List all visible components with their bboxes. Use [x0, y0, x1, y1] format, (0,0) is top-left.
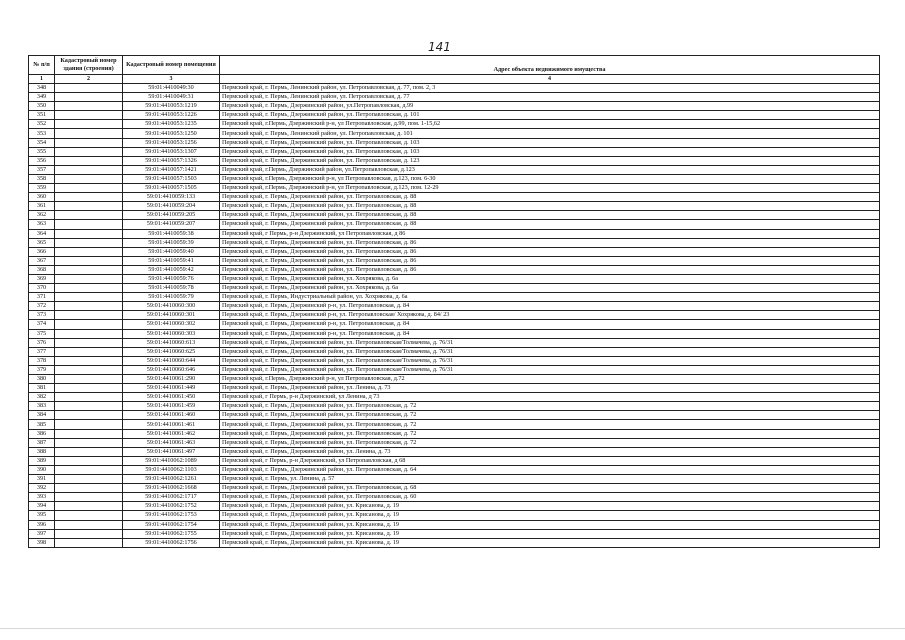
header-building-cadastral: Кадастровый номер здания (строения): [55, 56, 123, 75]
address-cell: Пермский край, г. Пермь, Дзержинский район, ул.Петропавловская, д.99: [220, 102, 880, 111]
table-row: [29, 475, 880, 484]
address-cell: Пермский край, г. Пермь, Дзержинский район, ул. Петропавловская, д. 72: [220, 402, 880, 411]
room-cadastral-cell: 59:01:4410059:40: [123, 247, 220, 256]
column-index: 4: [220, 75, 880, 84]
room-cadastral-cell: 59:01:4410059:41: [123, 256, 220, 265]
table-row: [29, 356, 880, 365]
room-cadastral-cell: 59:01:4410062:1717: [123, 493, 220, 502]
row-number: 354: [29, 138, 55, 147]
room-cadastral-cell: 59:01:4410049:30: [123, 84, 220, 93]
row-number: 391: [29, 475, 55, 484]
address-cell: Пермский край, г. Пермь, Дзержинский р-н, ул. Петропавловская, д. 84: [220, 302, 880, 311]
room-cadastral-cell: 59:01:4410062:1103: [123, 465, 220, 474]
row-number: 396: [29, 520, 55, 529]
room-cadastral-cell: 59:01:4410062:1755: [123, 529, 220, 538]
address-cell: Пермский край, г. Пермь, Ленинский район, ул. Петропавловская, д. 101: [220, 129, 880, 138]
address-cell: Пермский край, г. Пермь, Дзержинский район, ул. Петропавловская, д. 72: [220, 438, 880, 447]
table-row: [29, 247, 880, 256]
room-cadastral-cell: 59:01:4410062:1756: [123, 538, 220, 547]
building-cadastral-cell: [55, 447, 123, 456]
row-number: 366: [29, 247, 55, 256]
room-cadastral-cell: 59:01:4410059:78: [123, 284, 220, 293]
table-row: [29, 402, 880, 411]
building-cadastral-cell: [55, 329, 123, 338]
building-cadastral-cell: [55, 365, 123, 374]
table-row: [29, 184, 880, 193]
address-cell: Пермский край, г. Пермь, Дзержинский район, ул. Петропавловская/Толмачева, д. 76/31: [220, 347, 880, 356]
room-cadastral-cell: 59:01:4410062:1668: [123, 484, 220, 493]
room-cadastral-cell: 59:01:4410060:300: [123, 302, 220, 311]
table-row: [29, 156, 880, 165]
table-row: [29, 511, 880, 520]
table-row: [29, 329, 880, 338]
row-number: 363: [29, 220, 55, 229]
room-cadastral-cell: 59:01:4410059:133: [123, 193, 220, 202]
table-row: [29, 375, 880, 384]
table-row: [29, 538, 880, 547]
address-cell: Пермский край, г.Пермь, Дзержинский р-н, ул Петропавловская, д.123, пом. 12-29: [220, 184, 880, 193]
address-cell: Пермский край, г. Пермь, Дзержинский район, ул. Петропавловская, д. 86: [220, 238, 880, 247]
address-cell: Пермский край, г. Пермь, Дзержинский район, ул. Хохрякова, д. 6а: [220, 284, 880, 293]
room-cadastral-cell: 59:01:4410061:459: [123, 402, 220, 411]
building-cadastral-cell: [55, 265, 123, 274]
table-row: [29, 220, 880, 229]
column-index: 1: [29, 75, 55, 84]
table-row: [29, 384, 880, 393]
building-cadastral-cell: [55, 156, 123, 165]
address-cell: Пермский край, г. Пермь, Дзержинский район, ул. Крисанова, д. 19: [220, 511, 880, 520]
building-cadastral-cell: [55, 229, 123, 238]
table-row: [29, 138, 880, 147]
room-cadastral-cell: 59:01:4410062:1752: [123, 502, 220, 511]
row-number: 374: [29, 320, 55, 329]
address-cell: Пермский край, г. Пермь, Дзержинский район, ул. Хохрякова, д. 6а: [220, 274, 880, 283]
room-cadastral-cell: 59:01:4410059:38: [123, 229, 220, 238]
room-cadastral-cell: 59:01:4410053:1307: [123, 147, 220, 156]
room-cadastral-cell: 59:01:4410060:613: [123, 338, 220, 347]
building-cadastral-cell: [55, 511, 123, 520]
room-cadastral-cell: 59:01:4410060:301: [123, 311, 220, 320]
table-row: [29, 302, 880, 311]
address-cell: Пермский край, г Пермь, р-н Дзержинский, ул Петропавловская, д 68: [220, 456, 880, 465]
address-cell: Пермский край, г. Пермь, Дзержинский район, ул. Петропавловская, д. 101: [220, 111, 880, 120]
building-cadastral-cell: [55, 284, 123, 293]
room-cadastral-cell: 59:01:4410062:1753: [123, 511, 220, 520]
address-cell: Пермский край, г. Пермь, Дзержинский район, ул. Петропавловская, д. 86: [220, 256, 880, 265]
building-cadastral-cell: [55, 129, 123, 138]
building-cadastral-cell: [55, 520, 123, 529]
room-cadastral-cell: 59:01:4410060:302: [123, 320, 220, 329]
building-cadastral-cell: [55, 120, 123, 129]
table-row: [29, 111, 880, 120]
room-cadastral-cell: 59:01:4410053:1235: [123, 120, 220, 129]
row-number: 359: [29, 184, 55, 193]
row-number: 369: [29, 274, 55, 283]
room-cadastral-cell: 59:01:4410061:497: [123, 447, 220, 456]
table-row: [29, 456, 880, 465]
building-cadastral-cell: [55, 174, 123, 183]
building-cadastral-cell: [55, 184, 123, 193]
table-row: [29, 229, 880, 238]
table-row: [29, 438, 880, 447]
address-cell: Пермский край, г. Пермь, Дзержинский район, ул. Петропавловская, д. 72: [220, 411, 880, 420]
row-number: 375: [29, 329, 55, 338]
table-row: [29, 129, 880, 138]
building-cadastral-cell: [55, 256, 123, 265]
row-number: 386: [29, 429, 55, 438]
row-number: 349: [29, 93, 55, 102]
header-room-cadastral: Кадастровый номер помещения: [123, 56, 220, 75]
row-number: 390: [29, 465, 55, 474]
room-cadastral-cell: 59:01:4410057:1326: [123, 156, 220, 165]
address-cell: Пермский край, г. Пермь, Дзержинский район, ул. Крисанова, д. 19: [220, 520, 880, 529]
room-cadastral-cell: 59:01:4410062:1261: [123, 475, 220, 484]
row-number: 372: [29, 302, 55, 311]
table-row: [29, 193, 880, 202]
room-cadastral-cell: 59:01:4410059:79: [123, 293, 220, 302]
table-row: [29, 84, 880, 93]
row-number: 387: [29, 438, 55, 447]
building-cadastral-cell: [55, 320, 123, 329]
room-cadastral-cell: 59:01:4410059:39: [123, 238, 220, 247]
building-cadastral-cell: [55, 84, 123, 93]
address-cell: Пермский край, г. Пермь, Дзержинский район, ул. Ленина, д. 73: [220, 447, 880, 456]
building-cadastral-cell: [55, 529, 123, 538]
building-cadastral-cell: [55, 438, 123, 447]
table-row: [29, 93, 880, 102]
table-row: [29, 411, 880, 420]
row-number: 356: [29, 156, 55, 165]
building-cadastral-cell: [55, 375, 123, 384]
building-cadastral-cell: [55, 538, 123, 547]
address-cell: Пермский край, г. Пермь, Дзержинский район, ул. Петропавловская, д. 103: [220, 138, 880, 147]
building-cadastral-cell: [55, 211, 123, 220]
address-cell: Пермский край, г. Пермь, Дзержинский район, ул. Петропавловская, д. 86: [220, 247, 880, 256]
building-cadastral-cell: [55, 302, 123, 311]
room-cadastral-cell: 59:01:4410057:1505: [123, 184, 220, 193]
room-cadastral-cell: 59:01:4410060:303: [123, 329, 220, 338]
table-row: [29, 529, 880, 538]
building-cadastral-cell: [55, 293, 123, 302]
row-number: 373: [29, 311, 55, 320]
table-row: [29, 320, 880, 329]
row-number: 393: [29, 493, 55, 502]
building-cadastral-cell: [55, 347, 123, 356]
address-cell: Пермский край, г.Пермь, Дзержинский р-н, ул Петропавловская, д.99, пом. 1-15,62: [220, 120, 880, 129]
row-number: 394: [29, 502, 55, 511]
address-cell: Пермский край, г. Пермь, Дзержинский район, ул. Петропавловская, д. 72: [220, 429, 880, 438]
building-cadastral-cell: [55, 420, 123, 429]
table-row: [29, 120, 880, 129]
building-cadastral-cell: [55, 193, 123, 202]
building-cadastral-cell: [55, 311, 123, 320]
building-cadastral-cell: [55, 502, 123, 511]
row-number: 397: [29, 529, 55, 538]
room-cadastral-cell: 59:01:4410059:205: [123, 211, 220, 220]
room-cadastral-cell: 59:01:4410059:207: [123, 220, 220, 229]
table-row: [29, 429, 880, 438]
table-row: [29, 493, 880, 502]
row-number: 364: [29, 229, 55, 238]
table-row: [29, 256, 880, 265]
table-row: [29, 284, 880, 293]
address-cell: Пермский край, г. Пермь, Дзержинский район, ул. Петропавловская, д. 72: [220, 420, 880, 429]
row-number: 388: [29, 447, 55, 456]
row-number: 378: [29, 356, 55, 365]
column-index: 3: [123, 75, 220, 84]
address-cell: Пермский край, г. Пермь, Дзержинский район, ул. Петропавловская, д. 86: [220, 265, 880, 274]
row-number: 353: [29, 129, 55, 138]
table-row: [29, 202, 880, 211]
address-cell: Пермский край, г Пермь, р-н Дзержинский, ул Петропавловская, д 86: [220, 229, 880, 238]
row-number: 392: [29, 484, 55, 493]
building-cadastral-cell: [55, 356, 123, 365]
row-number: 365: [29, 238, 55, 247]
column-index-row: [29, 75, 880, 84]
address-cell: Пермский край, г. Пермь, Дзержинский район, ул. Петропавловская, д. 64: [220, 465, 880, 474]
table-row: [29, 238, 880, 247]
building-cadastral-cell: [55, 493, 123, 502]
building-cadastral-cell: [55, 238, 123, 247]
table-row: [29, 147, 880, 156]
table-row: [29, 520, 880, 529]
room-cadastral-cell: 59:01:4410061:461: [123, 420, 220, 429]
row-number: 371: [29, 293, 55, 302]
address-cell: Пермский край, г. Пермь, Дзержинский район, ул. Петропавловская, д. 60: [220, 493, 880, 502]
building-cadastral-cell: [55, 465, 123, 474]
address-cell: Пермский край, г. Пермь, Дзержинский район, ул. Петропавловская, д. 123: [220, 156, 880, 165]
address-cell: Пермский край, г. Пермь, Дзержинский район, ул. Петропавловская, д. 88: [220, 202, 880, 211]
table-row: [29, 174, 880, 183]
building-cadastral-cell: [55, 247, 123, 256]
address-cell: Пермский край, г. Пермь, Дзержинский район, ул. Петропавловская, д. 68: [220, 484, 880, 493]
room-cadastral-cell: 59:01:4410060:625: [123, 347, 220, 356]
building-cadastral-cell: [55, 411, 123, 420]
address-cell: Пермский край, г. Пермь, Дзержинский район, ул. Петропавловская, д. 88: [220, 220, 880, 229]
room-cadastral-cell: 59:01:4410059:204: [123, 202, 220, 211]
row-number: 381: [29, 384, 55, 393]
room-cadastral-cell: 59:01:4410053:1256: [123, 138, 220, 147]
table-row: [29, 274, 880, 283]
table-row: [29, 293, 880, 302]
room-cadastral-cell: 59:01:4410061:449: [123, 384, 220, 393]
building-cadastral-cell: [55, 102, 123, 111]
header-row: [29, 56, 880, 75]
room-cadastral-cell: 59:01:4410053:1226: [123, 111, 220, 120]
row-number: 352: [29, 120, 55, 129]
building-cadastral-cell: [55, 393, 123, 402]
address-cell: Пермский край, г. Пермь, Дзержинский р-н, ул. Петропавловская/ Хохрякова, д. 84/ 23: [220, 311, 880, 320]
row-number: 385: [29, 420, 55, 429]
row-number: 384: [29, 411, 55, 420]
room-cadastral-cell: 59:01:4410062:1754: [123, 520, 220, 529]
row-number: 370: [29, 284, 55, 293]
building-cadastral-cell: [55, 456, 123, 465]
address-cell: Пермский край, г. Пермь, Дзержинский р-н, ул. Петропавловская, д. 84: [220, 329, 880, 338]
row-number: 395: [29, 511, 55, 520]
row-number: 383: [29, 402, 55, 411]
address-cell: Пермский край, г Пермь, р-н Дзержинский, ул Ленина, д 73: [220, 393, 880, 402]
room-cadastral-cell: 59:01:4410053:1250: [123, 129, 220, 138]
room-cadastral-cell: 59:01:4410061:450: [123, 393, 220, 402]
room-cadastral-cell: 59:01:4410057:1421: [123, 165, 220, 174]
table-row: [29, 311, 880, 320]
building-cadastral-cell: [55, 274, 123, 283]
table-row: [29, 211, 880, 220]
table-row: [29, 102, 880, 111]
room-cadastral-cell: 59:01:4410061:463: [123, 438, 220, 447]
row-number: 361: [29, 202, 55, 211]
address-cell: Пермский край, г. Пермь, Дзержинский район, ул. Крисанова, д. 19: [220, 529, 880, 538]
page-number: 141: [428, 40, 451, 54]
row-number: 379: [29, 365, 55, 374]
address-cell: Пермский край, г.Пермь, Дзержинский р-н, ул Петропавловская, д.72: [220, 375, 880, 384]
building-cadastral-cell: [55, 484, 123, 493]
row-number: 380: [29, 375, 55, 384]
building-cadastral-cell: [55, 475, 123, 484]
building-cadastral-cell: [55, 429, 123, 438]
address-cell: Пермский край, г. Пермь, Дзержинский район, ул. Крисанова, д. 19: [220, 538, 880, 547]
row-number: 358: [29, 174, 55, 183]
building-cadastral-cell: [55, 138, 123, 147]
building-cadastral-cell: [55, 220, 123, 229]
header-num: № п/п: [29, 56, 55, 75]
address-cell: Пермский край, г. Пермь, ул. Ленина, д. 57: [220, 475, 880, 484]
row-number: 348: [29, 84, 55, 93]
room-cadastral-cell: 59:01:4410060:644: [123, 356, 220, 365]
property-table: [28, 55, 880, 548]
room-cadastral-cell: 59:01:4410062:1089: [123, 456, 220, 465]
address-cell: Пермский край, г. Пермь, Дзержинский район, ул. Петропавловская/Толмачева, д. 76/31: [220, 338, 880, 347]
room-cadastral-cell: 59:01:4410049:31: [123, 93, 220, 102]
address-cell: Пермский край, г. Пермь, Дзержинский район, ул. Ленина, д. 73: [220, 384, 880, 393]
address-cell: Пермский край, г. Пермь, Ленинский район, ул. Петропавловская, д. 77: [220, 93, 880, 102]
building-cadastral-cell: [55, 93, 123, 102]
room-cadastral-cell: 59:01:4410061:290: [123, 375, 220, 384]
row-number: 367: [29, 256, 55, 265]
row-number: 351: [29, 111, 55, 120]
table-row: [29, 484, 880, 493]
table-row: [29, 420, 880, 429]
room-cadastral-cell: 59:01:4410053:1219: [123, 102, 220, 111]
address-cell: Пермский край, г. Пермь, Дзержинский район, ул. Петропавловская/Толмачева, д. 76/31: [220, 365, 880, 374]
building-cadastral-cell: [55, 111, 123, 120]
address-cell: Пермский край, г. Пермь, Дзержинский район, ул. Петропавловская, д. 88: [220, 211, 880, 220]
row-number: 350: [29, 102, 55, 111]
row-number: 357: [29, 165, 55, 174]
address-cell: Пермский край, г. Пермь, Дзержинский р-н, ул. Петропавловская, д. 84: [220, 320, 880, 329]
row-number: 398: [29, 538, 55, 547]
room-cadastral-cell: 59:01:4410059:42: [123, 265, 220, 274]
address-cell: Пермский край, г. Пермь, Дзержинский район, ул. Петропавловская, д. 88: [220, 193, 880, 202]
address-cell: Пермский край, г. Пермь, Дзержинский район, ул. Крисанова, д. 19: [220, 502, 880, 511]
room-cadastral-cell: 59:01:4410057:1503: [123, 174, 220, 183]
room-cadastral-cell: 59:01:4410061:462: [123, 429, 220, 438]
table-row: [29, 347, 880, 356]
address-cell: Пермский край, г. Пермь, Дзержинский район, ул. Петропавловская, д. 103: [220, 147, 880, 156]
bottom-rule: [0, 628, 905, 629]
table-row: [29, 265, 880, 274]
address-cell: Пермский край, г. Пермь, Дзержинский район, ул. Петропавловская/Толмачева, д. 76/31: [220, 356, 880, 365]
row-number: 382: [29, 393, 55, 402]
table-body: [29, 84, 880, 548]
row-number: 377: [29, 347, 55, 356]
building-cadastral-cell: [55, 165, 123, 174]
room-cadastral-cell: 59:01:4410060:646: [123, 365, 220, 374]
room-cadastral-cell: 59:01:4410059:76: [123, 274, 220, 283]
row-number: 368: [29, 265, 55, 274]
address-cell: Пермский край, г.Пермь, Дзержинский район, ул.Петропавловская, д.123: [220, 165, 880, 174]
table-row: [29, 393, 880, 402]
building-cadastral-cell: [55, 147, 123, 156]
table-row: [29, 338, 880, 347]
table-row: [29, 447, 880, 456]
table-row: [29, 165, 880, 174]
building-cadastral-cell: [55, 384, 123, 393]
address-cell: Пермский край, г. Пермь, Индустриальный район, ул. Хохрякова, д. 6а: [220, 293, 880, 302]
row-number: 389: [29, 456, 55, 465]
room-cadastral-cell: 59:01:4410061:460: [123, 411, 220, 420]
building-cadastral-cell: [55, 338, 123, 347]
address-cell: Пермский край, г.Пермь, Дзержинский р-н, ул Петропавловская, д.123, пом. 6-30: [220, 174, 880, 183]
column-index: 2: [55, 75, 123, 84]
row-number: 362: [29, 211, 55, 220]
header-address: Адрес объекта недвижимого имущества: [220, 56, 880, 75]
building-cadastral-cell: [55, 202, 123, 211]
row-number: 355: [29, 147, 55, 156]
table-row: [29, 465, 880, 474]
row-number: 360: [29, 193, 55, 202]
table-row: [29, 365, 880, 374]
row-number: 376: [29, 338, 55, 347]
building-cadastral-cell: [55, 402, 123, 411]
table-row: [29, 502, 880, 511]
address-cell: Пермский край, г. Пермь, Ленинский район, ул. Петропавловская, д. 77, пом. 2, 3: [220, 84, 880, 93]
